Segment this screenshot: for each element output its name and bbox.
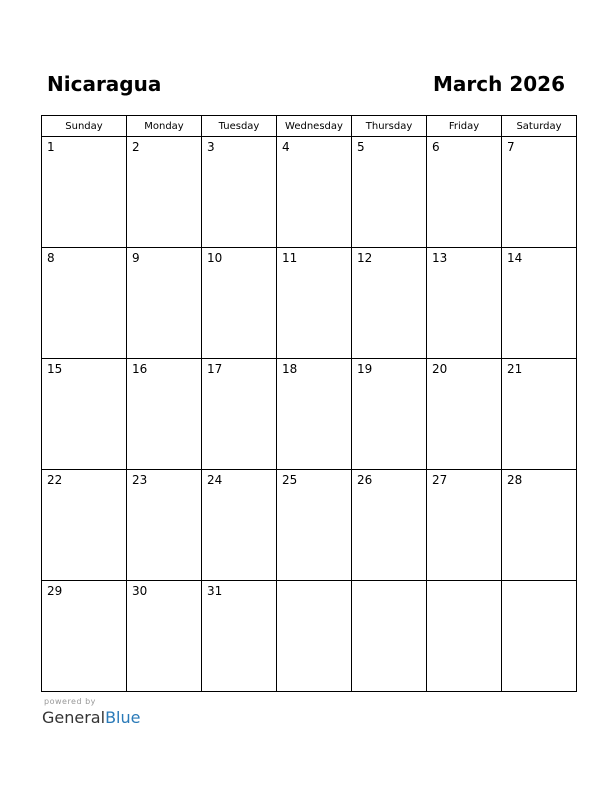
day-cell: [127, 248, 202, 359]
day-cell: [352, 581, 427, 692]
day-number: 13: [432, 251, 448, 265]
day-cell: [277, 137, 352, 248]
footer-branding: [42, 697, 140, 728]
generalblue-logo: [42, 708, 140, 728]
day-cell: [127, 359, 202, 470]
weekday-saturday: Saturday: [502, 116, 577, 137]
day-cell: [277, 470, 352, 581]
day-number: 18: [282, 362, 298, 376]
day-cell: [502, 581, 577, 692]
weekday-tuesday: Tuesday: [202, 116, 277, 137]
day-number: 30: [132, 584, 148, 598]
day-cell: [202, 470, 277, 581]
day-number: 12: [357, 251, 373, 265]
weekday-thursday: Thursday: [352, 116, 427, 137]
day-number: 9: [132, 251, 140, 265]
day-cell: [42, 137, 127, 248]
day-number: 25: [282, 473, 298, 487]
day-number: 6: [432, 140, 440, 154]
weekday-monday: Monday: [127, 116, 202, 137]
day-number: 26: [357, 473, 373, 487]
week-row: [42, 581, 577, 692]
day-number: [427, 581, 501, 584]
day-number: 1: [47, 140, 55, 154]
day-cell: [202, 248, 277, 359]
day-number: 22: [47, 473, 63, 487]
weekday-friday: Friday: [427, 116, 502, 137]
powered-by-label: powered by: [44, 697, 96, 706]
month-year-title: March 2026: [433, 72, 565, 96]
country-title: Nicaragua: [47, 72, 162, 96]
day-cell: [277, 581, 352, 692]
day-cell: [352, 470, 427, 581]
day-cell: [202, 359, 277, 470]
day-cell: [352, 359, 427, 470]
day-cell: [42, 470, 127, 581]
day-cell: [277, 248, 352, 359]
brand-name-blue: Blue: [105, 708, 141, 727]
week-row: [42, 359, 577, 470]
day-number: 23: [132, 473, 148, 487]
day-cell: [427, 137, 502, 248]
day-cell: [427, 581, 502, 692]
day-number: 29: [47, 584, 63, 598]
week-row: [42, 470, 577, 581]
day-cell: [427, 359, 502, 470]
day-number: 8: [47, 251, 55, 265]
day-cell: [127, 470, 202, 581]
day-number: 15: [47, 362, 63, 376]
month-calendar: [41, 115, 577, 692]
day-cell: [427, 470, 502, 581]
day-number: 11: [282, 251, 298, 265]
day-cell: [502, 470, 577, 581]
day-cell: [352, 137, 427, 248]
day-number: 4: [282, 140, 290, 154]
weekday-sunday: Sunday: [42, 116, 127, 137]
week-row: [42, 248, 577, 359]
day-number: 7: [507, 140, 515, 154]
day-number: 16: [132, 362, 148, 376]
day-cell: [202, 137, 277, 248]
day-cell: [427, 248, 502, 359]
day-cell: [127, 581, 202, 692]
day-number: 17: [207, 362, 223, 376]
day-number: 5: [357, 140, 365, 154]
day-number: 28: [507, 473, 523, 487]
day-number: 14: [507, 251, 523, 265]
brand-name-general: General: [42, 708, 106, 727]
day-number: 3: [207, 140, 215, 154]
day-cell: [127, 137, 202, 248]
day-cell: [502, 359, 577, 470]
day-cell: [42, 581, 127, 692]
day-number: 27: [432, 473, 448, 487]
day-number: 19: [357, 362, 373, 376]
day-cell: [352, 248, 427, 359]
day-cell: [277, 359, 352, 470]
day-number: 21: [507, 362, 523, 376]
day-number: 31: [207, 584, 223, 598]
day-cell: [42, 359, 127, 470]
day-number: 24: [207, 473, 223, 487]
day-number: 2: [132, 140, 140, 154]
day-number: 10: [207, 251, 223, 265]
day-cell: [502, 137, 577, 248]
day-cell: [202, 581, 277, 692]
weekday-header-row: [42, 116, 577, 137]
weekday-wednesday: Wednesday: [277, 116, 352, 137]
day-cell: [42, 248, 127, 359]
day-number: [277, 581, 351, 584]
day-number: 20: [432, 362, 448, 376]
week-row: [42, 137, 577, 248]
day-number: [352, 581, 426, 584]
day-cell: [502, 248, 577, 359]
day-number: [502, 581, 576, 584]
